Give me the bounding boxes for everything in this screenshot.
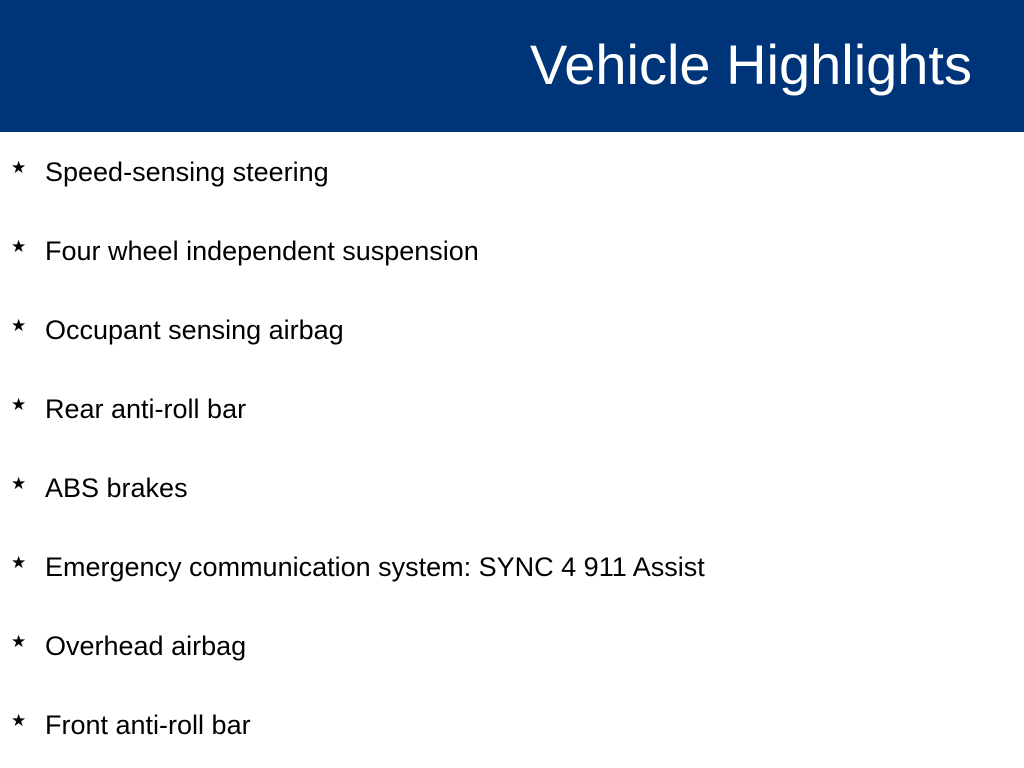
highlight-label: Overhead airbag bbox=[45, 631, 247, 661]
page-title: Vehicle Highlights bbox=[529, 33, 972, 96]
star-icon: ★ bbox=[11, 474, 27, 494]
header-banner bbox=[0, 0, 1024, 132]
star-icon: ★ bbox=[11, 158, 27, 178]
list-item bbox=[0, 389, 1024, 429]
list-item bbox=[0, 547, 1024, 587]
list-item bbox=[0, 468, 1024, 508]
list-item bbox=[0, 310, 1024, 350]
highlight-label: Speed-sensing steering bbox=[45, 157, 329, 187]
highlight-label: Rear anti-roll bar bbox=[45, 394, 247, 424]
highlight-label: Front anti-roll bar bbox=[45, 710, 251, 740]
highlight-label: Four wheel independent suspension bbox=[45, 236, 479, 266]
list-item bbox=[0, 152, 1024, 192]
highlight-label: Emergency communication system: SYNC 4 911 Assist bbox=[45, 552, 705, 582]
star-icon: ★ bbox=[11, 395, 27, 415]
list-item bbox=[0, 705, 1024, 745]
list-item bbox=[0, 231, 1024, 271]
star-icon: ★ bbox=[11, 553, 27, 573]
highlight-label: ABS brakes bbox=[45, 473, 188, 503]
list-item bbox=[0, 626, 1024, 666]
star-icon: ★ bbox=[11, 632, 27, 652]
highlight-label: Occupant sensing airbag bbox=[45, 315, 344, 345]
star-icon: ★ bbox=[11, 711, 27, 731]
star-icon: ★ bbox=[11, 316, 27, 336]
star-icon: ★ bbox=[11, 237, 27, 257]
